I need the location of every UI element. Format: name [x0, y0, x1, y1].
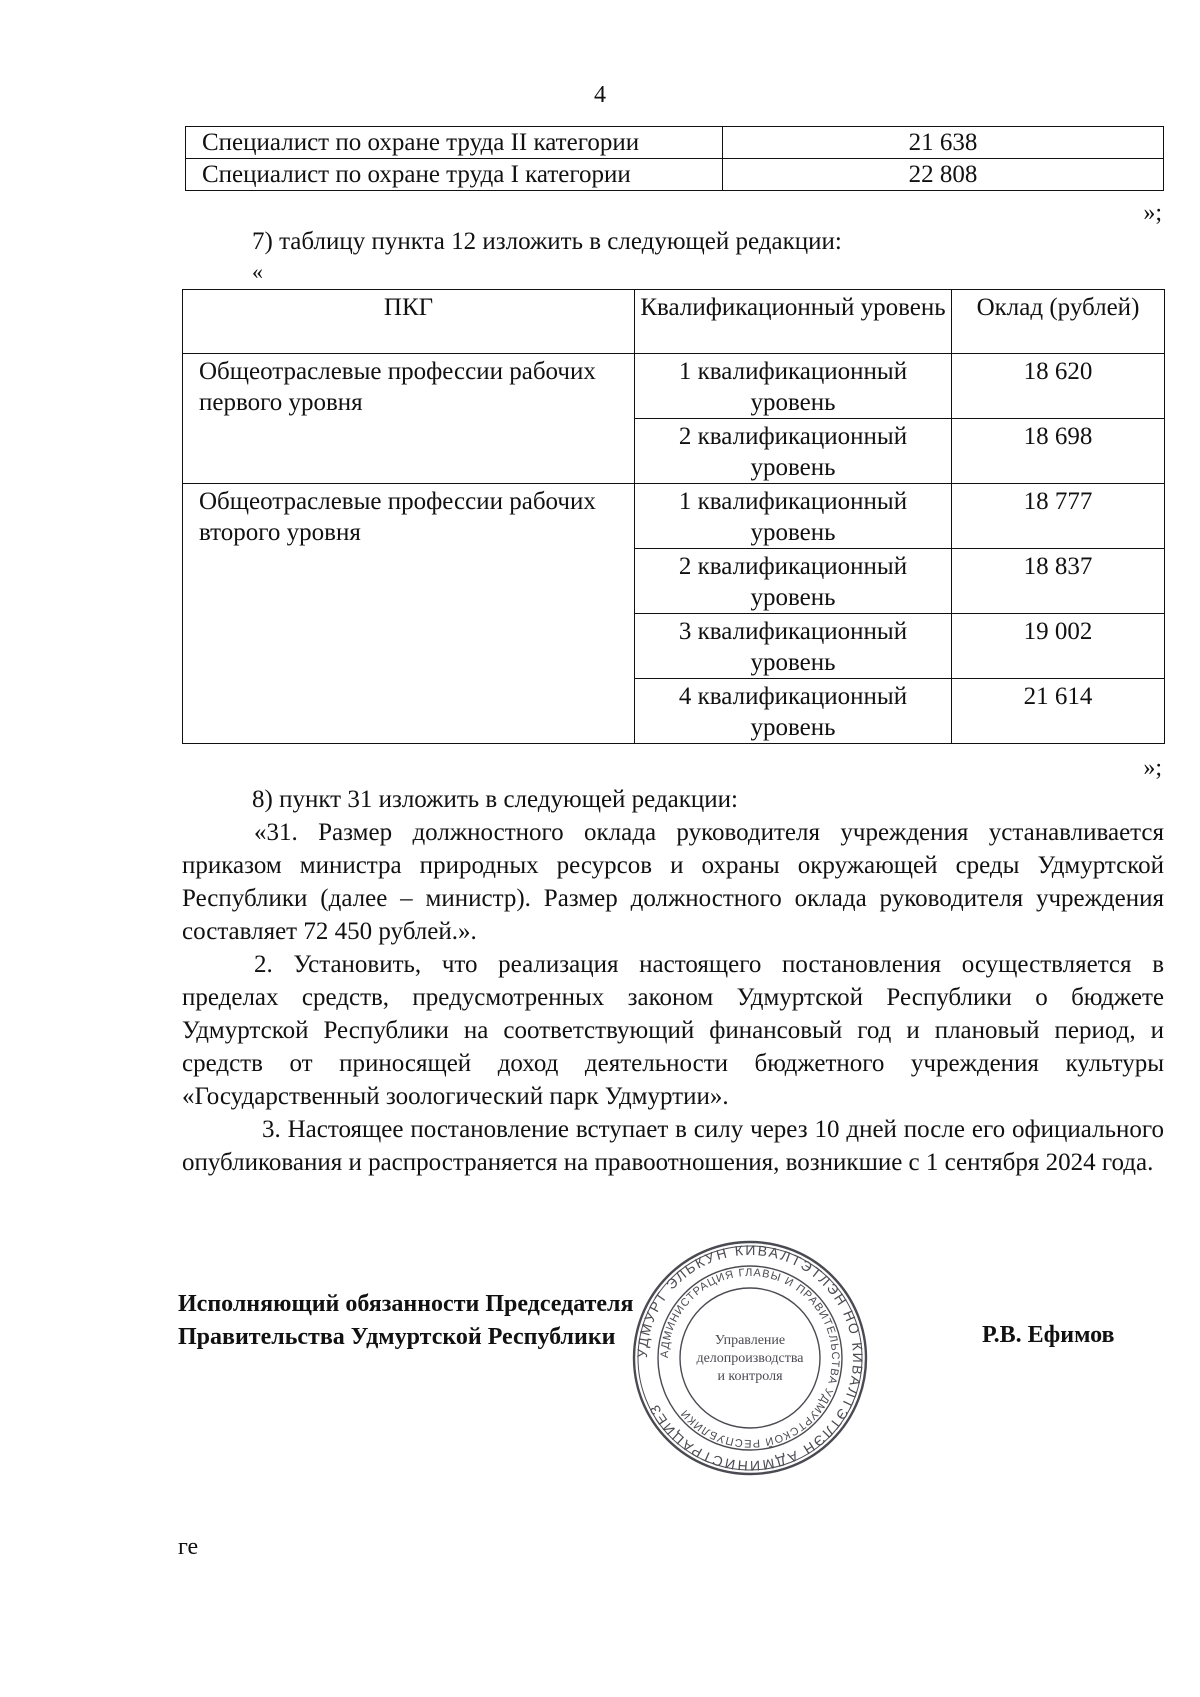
salary-cell: 18 837 [952, 549, 1165, 614]
official-seal-icon [630, 1238, 870, 1478]
table-row [183, 354, 1165, 419]
header-salary: Оклад (рублей) [952, 290, 1165, 354]
level-cell: 4 квалификационный уровень [635, 679, 952, 744]
opening-quote: « [252, 259, 263, 284]
body-paragraphs [182, 816, 1164, 1179]
seal-center-line3: и контроля [717, 1369, 783, 1384]
item-7-text: 7) таблицу пункта 12 изложить в следующей редакции: [252, 228, 842, 255]
paragraph-2: 2. Установить, что реализация настоящего постановления осуществляется в пределах средств, предусмотренных законом Удмуртской Республики о бюджете Удмуртской Республики на соответствующий финансовый год и плановый период, и средств от приносящей доход деятельности бюджетного учреждения культуры «Государственный зоологический парк Удмуртии». [182, 951, 1164, 1110]
signatory-title [178, 1288, 634, 1354]
salary-cell: 21 638 [723, 127, 1164, 159]
group-name-cell: Общеотраслевые профессии рабочих второго уровня [183, 484, 635, 744]
level-cell: 1 квалификационный уровень [635, 484, 952, 549]
seal-center-line1: Управление [714, 1333, 786, 1348]
salary-cell: 21 614 [952, 679, 1165, 744]
table-header-row [183, 290, 1165, 354]
seal-inner-text: АДМИНИСТРАЦИЯ ГЛАВЫ И ПРАВИТЕЛЬСТВА УДМУРТСКОЙ РЕСПУБЛИКИ [658, 1266, 842, 1450]
level-cell: 2 квалификационный уровень [635, 419, 952, 484]
closing-quote: »; [1143, 755, 1162, 781]
salary-cell: 18 777 [952, 484, 1165, 549]
table-row [183, 484, 1165, 549]
level-cell: 3 квалификационный уровень [635, 614, 952, 679]
header-level: Квалификационный уровень [635, 290, 952, 354]
footer-code: ге [178, 1534, 199, 1560]
salary-cell: 19 002 [952, 614, 1165, 679]
qualification-salary-table [182, 289, 1165, 744]
position-cell: Специалист по охране труда II категории [186, 127, 723, 159]
level-cell: 1 квалификационный уровень [635, 354, 952, 419]
seal-center-line2: делопроизводства [696, 1351, 804, 1366]
salary-cell: 18 698 [952, 419, 1165, 484]
paragraph-3: 3. Настоящее постановление вступает в силу через 10 дней после его официального опубликования и распространяется на правоотношения, возникшие с 1 сентября 2024 года. [182, 1116, 1164, 1176]
item-8-text: 8) пункт 31 изложить в следующей редакции: [252, 786, 738, 813]
level-cell: 2 квалификационный уровень [635, 549, 952, 614]
salary-cell: 18 620 [952, 354, 1165, 419]
signatory-title-line1: Исполняющий обязанности Председателя [178, 1291, 634, 1317]
table-row [186, 127, 1164, 159]
signatory-name: Р.В. Ефимов [982, 1322, 1115, 1348]
table-row [186, 159, 1164, 191]
header-pkg: ПКГ [183, 290, 635, 354]
group-name-cell: Общеотраслевые профессии рабочих первого уровня [183, 354, 635, 484]
closing-quote: »; [1143, 200, 1162, 226]
page-number: 4 [594, 82, 606, 108]
paragraph-31: «31. Размер должностного оклада руководителя учреждения устанавливается приказом министра природных ресурсов и охраны окружающей среды Удмуртской Республики (далее – министр). Размер должностного оклада руководителя учреждения составляет 72 450 рублей.». [182, 819, 1164, 945]
seal-outer-text: УДМУРТ ЭЛЬКУН КИВАЛТЭТЛЭН НО КИВАЛТЭТЛЭН АДМИНИСТРАЦИЕЗ [633, 1241, 867, 1475]
signatory-title-line2: Правительства Удмуртской Республики [178, 1324, 616, 1350]
salary-cell: 22 808 [723, 159, 1164, 191]
position-cell: Специалист по охране труда I категории [186, 159, 723, 191]
positions-salary-table [185, 126, 1164, 191]
